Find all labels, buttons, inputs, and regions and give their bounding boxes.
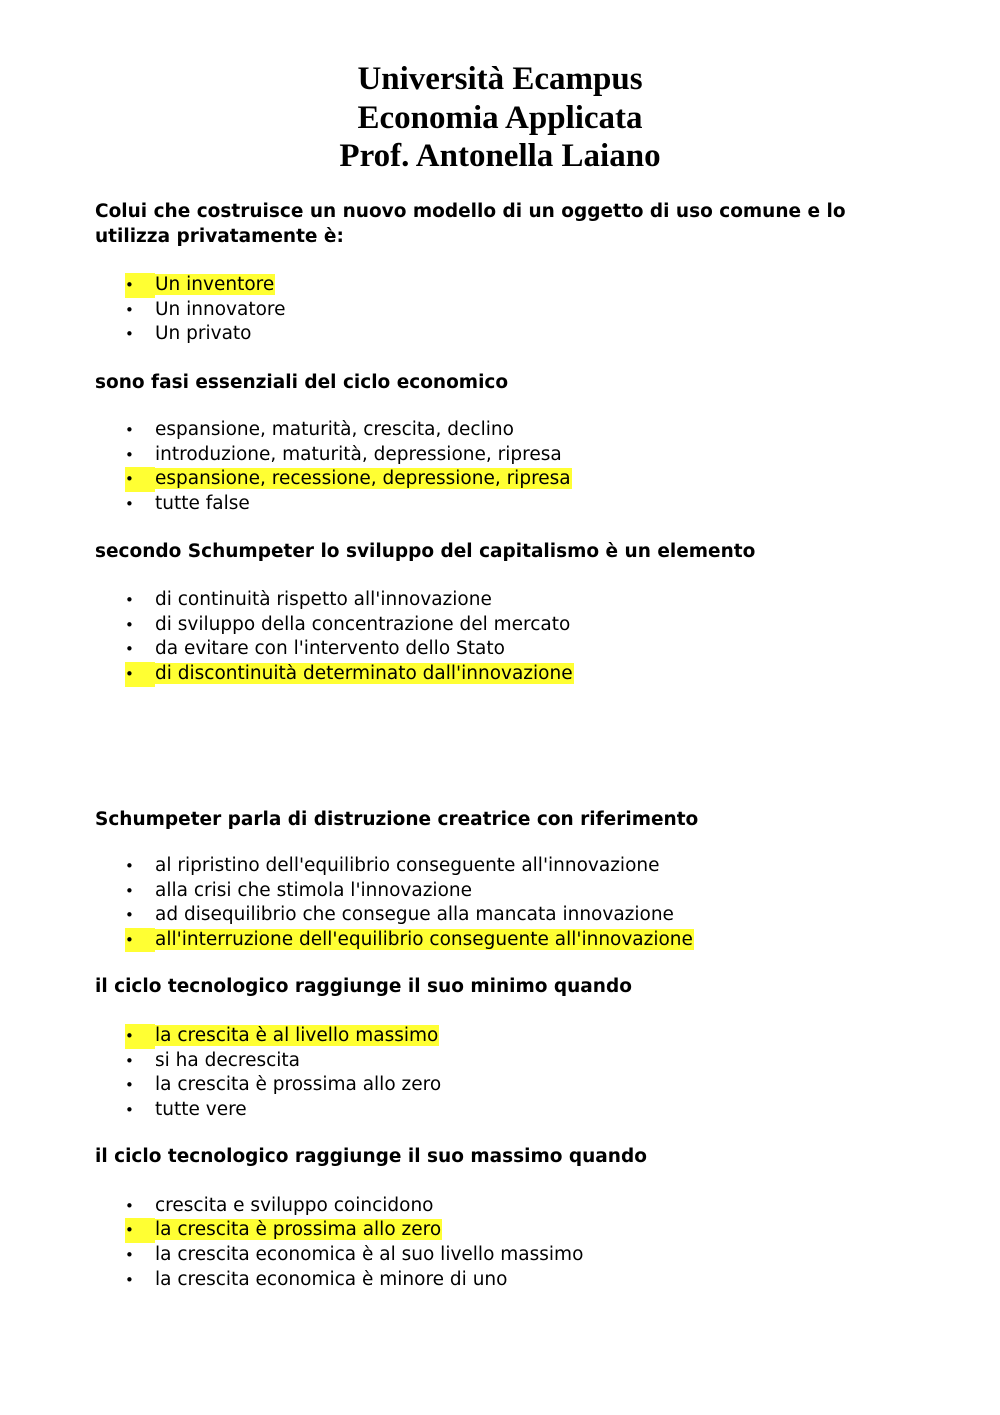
question-text: Colui che costruisce un nuovo modello di un oggetto di uso comune e lo utilizza privatamente è:	[95, 201, 846, 247]
option-text: al ripristino dell'equilibrio conseguente all'innovazione	[155, 855, 660, 877]
option-item	[95, 613, 925, 638]
option-list	[95, 854, 925, 952]
bullet-icon: •	[125, 445, 134, 464]
question-text: secondo Schumpeter lo sviluppo del capitalismo è un elemento	[95, 540, 756, 562]
option-item	[95, 1218, 925, 1243]
option-text: di discontinuità determinato dall'innovazione	[155, 662, 573, 684]
option-text: espansione, recessione, depressione, ripresa	[155, 468, 571, 490]
option-text: di continuità rispetto all'innovazione	[155, 589, 492, 611]
question-text: il ciclo tecnologico raggiunge il suo minimo quando	[95, 976, 632, 998]
option-text: introduzione, maturità, depressione, ripresa	[155, 443, 562, 465]
option-item	[95, 928, 925, 953]
question-text: il ciclo tecnologico raggiunge il suo massimo quando	[95, 1146, 647, 1168]
option-item	[95, 1194, 925, 1219]
option-item	[95, 1073, 925, 1098]
option-text: espansione, maturità, crescita, declino	[155, 419, 514, 441]
bullet-icon: •	[125, 325, 134, 344]
option-text: all'interruzione dell'equilibrio conseguente all'innovazione	[155, 928, 693, 950]
option-item	[95, 443, 925, 468]
option-list	[95, 588, 925, 686]
bullet-icon: •	[125, 906, 134, 925]
bullet-icon: •	[125, 467, 155, 492]
option-item	[95, 662, 925, 687]
option-text: ad disequilibrio che consegue alla mancata innovazione	[155, 904, 674, 926]
option-item	[95, 298, 925, 323]
option-list	[95, 418, 925, 516]
option-text: la crescita è al livello massimo	[155, 1024, 439, 1046]
option-text: alla crisi che stimola l'innovazione	[155, 879, 472, 901]
bullet-icon: •	[125, 1218, 155, 1243]
option-text: la crescita economica è minore di uno	[155, 1268, 508, 1290]
bullet-icon: •	[125, 273, 155, 298]
quiz-content	[95, 200, 925, 1292]
option-item	[95, 1268, 925, 1293]
bullet-icon: •	[125, 495, 134, 514]
bullet-icon: •	[125, 1196, 134, 1215]
bullet-icon: •	[125, 928, 155, 953]
option-text: crescita e sviluppo coincidono	[155, 1194, 434, 1216]
option-text: si ha decrescita	[155, 1049, 301, 1071]
bullet-icon: •	[125, 1024, 155, 1049]
option-text: la crescita economica è al suo livello massimo	[155, 1243, 584, 1265]
university-name: Università Ecampus	[357, 61, 643, 97]
document-header	[0, 60, 1000, 176]
option-text: Un innovatore	[155, 298, 286, 320]
option-text: di sviluppo della concentrazione del mercato	[155, 613, 571, 635]
question-text: Schumpeter parla di distruzione creatrice con riferimento	[95, 808, 699, 830]
option-text: la crescita è prossima allo zero	[155, 1074, 442, 1096]
bullet-icon: •	[125, 640, 134, 659]
option-item	[95, 879, 925, 904]
option-item	[95, 322, 925, 347]
option-text: Un inventore	[155, 274, 275, 295]
option-item	[95, 492, 925, 517]
option-item	[95, 1024, 925, 1049]
bullet-icon: •	[125, 662, 155, 687]
bullet-icon: •	[125, 591, 134, 610]
option-item	[95, 588, 925, 613]
option-list	[95, 1194, 925, 1292]
bullet-icon: •	[125, 1270, 134, 1289]
option-item	[95, 1243, 925, 1268]
option-item	[95, 273, 925, 298]
option-item	[95, 418, 925, 443]
bullet-icon: •	[125, 615, 134, 634]
option-list	[95, 1024, 925, 1122]
professor-name: Prof. Antonella Laiano	[339, 138, 661, 174]
option-item	[95, 467, 925, 492]
option-text: la crescita è prossima allo zero	[155, 1219, 442, 1241]
bullet-icon: •	[125, 881, 134, 900]
option-text: Un privato	[155, 323, 252, 345]
option-item	[95, 637, 925, 662]
option-item	[95, 1098, 925, 1123]
question-text: sono fasi essenziali del ciclo economico	[95, 371, 509, 393]
option-text: da evitare con l'intervento dello Stato	[155, 638, 505, 660]
bullet-icon: •	[125, 1100, 134, 1119]
course-title: Economia Applicata	[357, 99, 643, 136]
bullet-icon: •	[125, 1076, 134, 1095]
bullet-icon: •	[125, 300, 134, 319]
option-item	[95, 903, 925, 928]
option-text: tutte false	[155, 493, 250, 515]
option-item	[95, 1049, 925, 1074]
bullet-icon: •	[125, 1245, 134, 1264]
option-item	[95, 854, 925, 879]
option-text: tutte vere	[155, 1098, 247, 1120]
bullet-icon: •	[125, 857, 134, 876]
option-list	[95, 273, 925, 347]
bullet-icon: •	[125, 1051, 134, 1070]
bullet-icon: •	[125, 421, 134, 440]
